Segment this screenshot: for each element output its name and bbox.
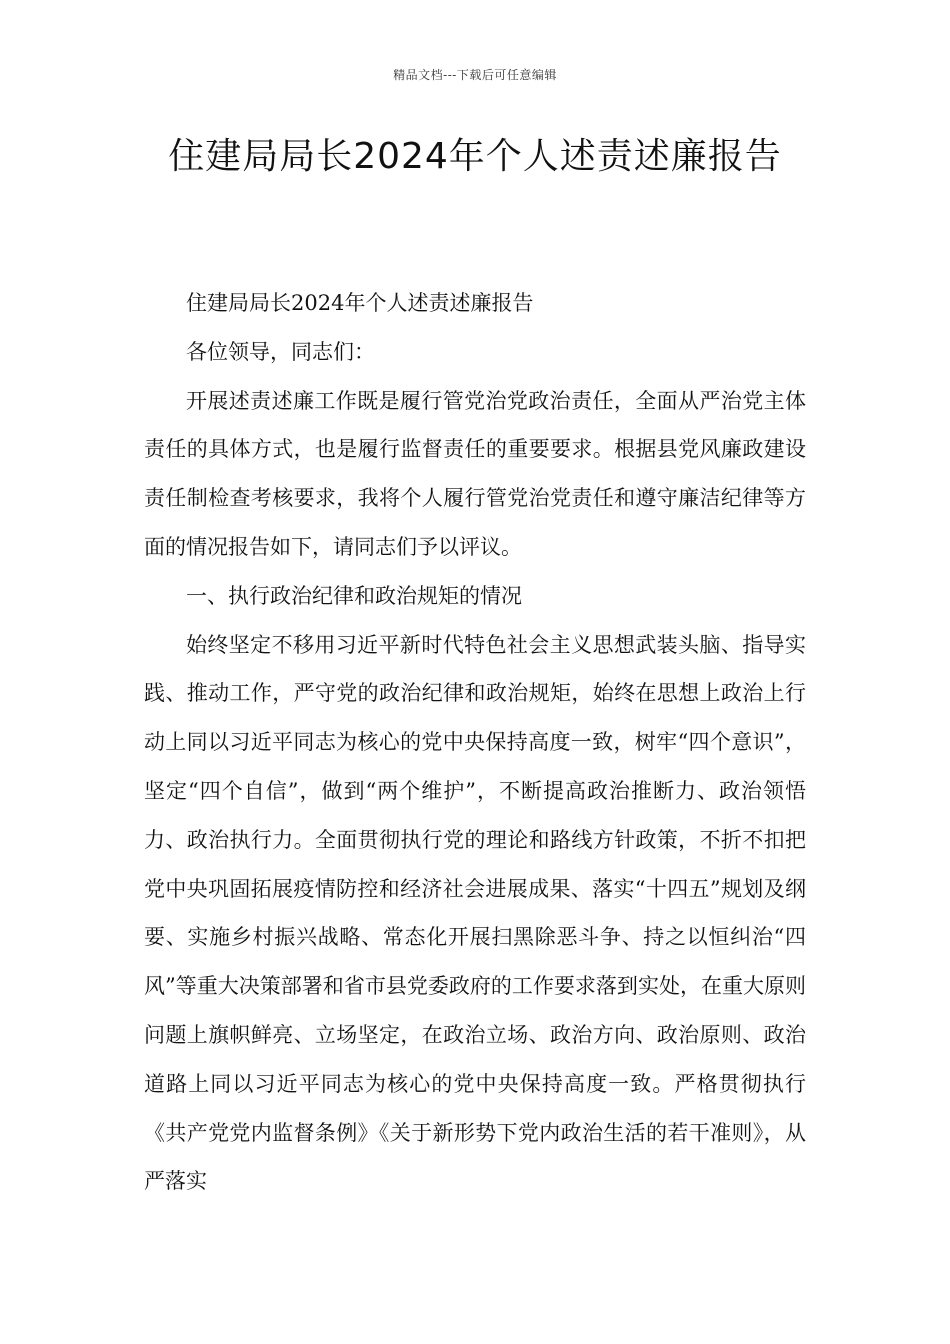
- document-body: [144, 279, 806, 1206]
- header-note: 精品文档---下载后可任意编辑: [393, 68, 557, 82]
- paragraph-section-body: 始终坚定不移用习近平新时代特色社会主义思想武装头脑、指导实践、推动工作，严守党的政治纪律和政治规矩，始终在思想上政治上行动上同以习近平同志为核心的党中央保持高度一致，树牢“四个意识”，坚定“四个自信”，做到“两个维护”，不断提高政治推断力、政治领悟力、政治执行力。全面贯彻执行党的理论和路线方针政策，不折不扣把党中央巩固拓展疫情防控和经济社会进展成果、落实“十四五”规划及纲要、实施乡村振兴战略、常态化开展扫黑除恶斗争、持之以恒纠治“四风”等重大决策部署和省市县党委政府的工作要求落到实处，在重大原则问题上旗帜鲜亮、立场坚定，在政治立场、政治方向、政治原则、政治道路上同以习近平同志为核心的党中央保持高度一致。严格贯彻执行《共产党党内监督条例》《关于新形势下党内政治生活的若干准则》，从严落实: [144, 632, 806, 1194]
- document-title: 住建局局长2024年个人述责述廉报告: [168, 136, 782, 177]
- section-heading: 一、执行政治纪律和政治规矩的情况: [186, 583, 522, 608]
- paragraph-subtitle: 住建局局长2024年个人述责述廉报告: [186, 291, 534, 315]
- paragraph-intro: 开展述责述廉工作既是履行管党治党政治责任，全面从严治党主体责任的具体方式，也是履行监督责任的重要要求。根据县党风廉政建设责任制检查考核要求，我将个人履行管党治党责任和遵守廉洁纪律等方面的情况报告如下，请同志们予以评议。: [144, 388, 806, 559]
- paragraph-salutation: 各位领导，同志们：: [186, 339, 375, 364]
